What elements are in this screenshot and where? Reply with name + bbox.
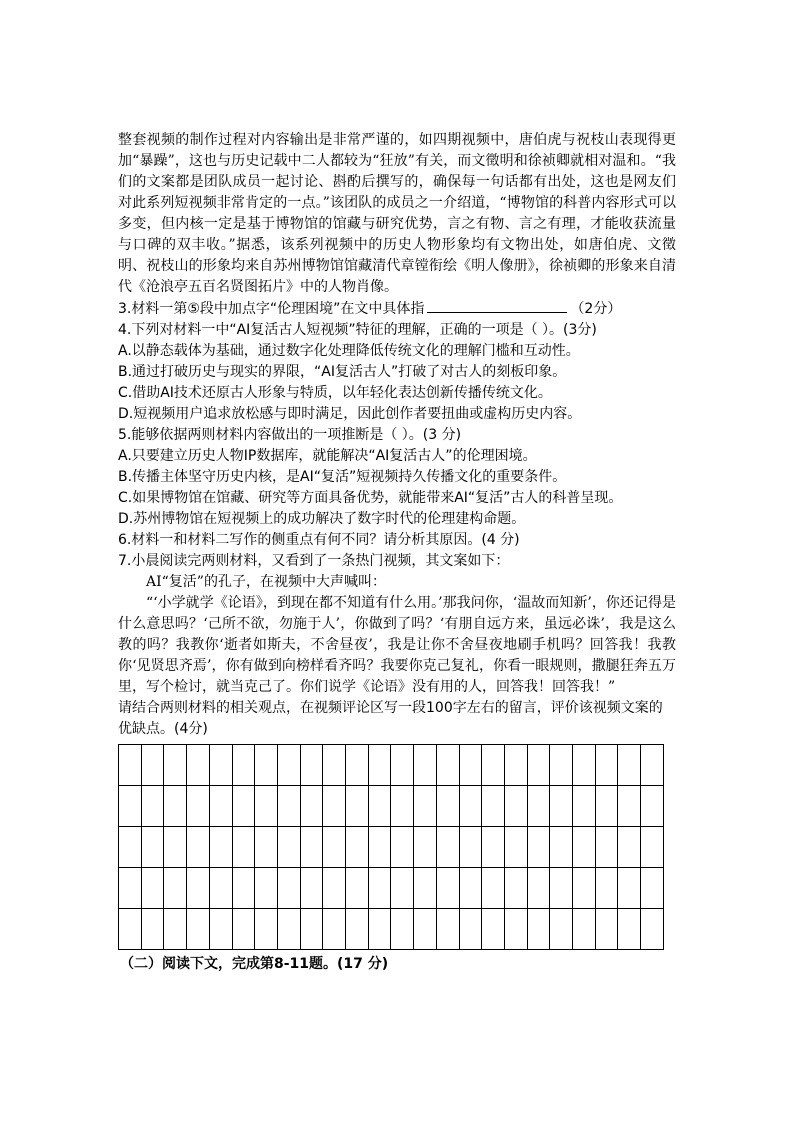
- grid-cell[interactable]: [573, 786, 596, 827]
- grid-cell[interactable]: [459, 827, 482, 868]
- grid-cell[interactable]: [459, 745, 482, 786]
- answer-blank[interactable]: [427, 298, 567, 313]
- grid-cell[interactable]: [187, 745, 210, 786]
- grid-cell[interactable]: [482, 868, 505, 909]
- grid-cell[interactable]: [368, 827, 391, 868]
- question-6-stem: 6.材料一和材料二写作的侧重点有何不同？请分析其原因。(4 分): [118, 532, 520, 548]
- grid-cell[interactable]: [391, 909, 414, 950]
- grid-cell[interactable]: [550, 827, 573, 868]
- grid-cell[interactable]: [414, 868, 437, 909]
- grid-cell[interactable]: [391, 827, 414, 868]
- grid-cell[interactable]: [323, 909, 346, 950]
- grid-cell[interactable]: [550, 786, 573, 827]
- grid-cell[interactable]: [527, 868, 550, 909]
- grid-cell[interactable]: [300, 909, 323, 950]
- grid-cell[interactable]: [209, 745, 232, 786]
- grid-cell[interactable]: [187, 909, 210, 950]
- grid-cell[interactable]: [573, 868, 596, 909]
- grid-cell[interactable]: [255, 909, 278, 950]
- question-7-task: 请结合两则材料的相关观点，在视频评论区写一段100字左右的留言，评价该视频文案的优缺点。(4分): [118, 700, 663, 737]
- grid-cell[interactable]: [641, 827, 664, 868]
- grid-cell[interactable]: [119, 868, 142, 909]
- grid-cell[interactable]: [255, 786, 278, 827]
- question-5-stem: 5.能够依据两则材料内容做出的一项推断是（ ）。(3 分): [118, 427, 462, 443]
- grid-cell[interactable]: [482, 786, 505, 827]
- grid-cell[interactable]: [300, 827, 323, 868]
- grid-cell[interactable]: [573, 745, 596, 786]
- grid-cell[interactable]: [187, 827, 210, 868]
- grid-cell[interactable]: [573, 909, 596, 950]
- grid-cell[interactable]: [141, 827, 164, 868]
- grid-cell[interactable]: [459, 868, 482, 909]
- grid-cell[interactable]: [436, 868, 459, 909]
- grid-cell[interactable]: [141, 786, 164, 827]
- question-4-option-d: D.短视频用户追求放松感与即时满足，因此创作者要扭曲或虚构历史内容。: [118, 406, 582, 422]
- grid-cell[interactable]: [277, 868, 300, 909]
- grid-cell[interactable]: [618, 868, 641, 909]
- grid-cell[interactable]: [414, 745, 437, 786]
- grid-cell[interactable]: [209, 827, 232, 868]
- grid-cell[interactable]: [187, 868, 210, 909]
- grid-cell[interactable]: [436, 786, 459, 827]
- grid-row: [119, 786, 664, 827]
- grid-cell[interactable]: [618, 827, 641, 868]
- grid-cell[interactable]: [164, 745, 187, 786]
- grid-cell[interactable]: [391, 745, 414, 786]
- grid-cell[interactable]: [141, 909, 164, 950]
- grid-cell[interactable]: [436, 909, 459, 950]
- grid-cell[interactable]: [346, 909, 369, 950]
- grid-cell[interactable]: [232, 786, 255, 827]
- grid-cell[interactable]: [346, 827, 369, 868]
- grid-cell[interactable]: [436, 745, 459, 786]
- grid-cell[interactable]: [209, 786, 232, 827]
- question-3-text: 3.材料一第⑤段中加点字“伦理困境”在文中具体指: [118, 301, 425, 317]
- grid-cell[interactable]: [164, 909, 187, 950]
- grid-cell[interactable]: [550, 909, 573, 950]
- grid-cell[interactable]: [255, 868, 278, 909]
- question-7-stem: 7.小晨阅读完两则材料，又看到了一条热门视频，其文案如下：: [118, 553, 510, 569]
- grid-row: [119, 827, 664, 868]
- section-heading: （二）阅读下文，完成第8-11题。(17 分): [120, 956, 389, 972]
- grid-cell[interactable]: [346, 745, 369, 786]
- grid-cell[interactable]: [368, 786, 391, 827]
- grid-cell[interactable]: [550, 745, 573, 786]
- grid-cell[interactable]: [300, 868, 323, 909]
- question-5-option-c: C.如果博物馆在馆藏、研究等方面具备优势，就能带来AI“复活”古人的科普呈现。: [118, 490, 623, 506]
- grid-cell[interactable]: [641, 745, 664, 786]
- grid-cell[interactable]: [527, 827, 550, 868]
- grid-cell[interactable]: [164, 827, 187, 868]
- grid-cell[interactable]: [141, 745, 164, 786]
- grid-cell[interactable]: [141, 868, 164, 909]
- grid-cell[interactable]: [641, 909, 664, 950]
- grid-cell[interactable]: [504, 909, 527, 950]
- grid-cell[interactable]: [618, 909, 641, 950]
- grid-cell[interactable]: [368, 745, 391, 786]
- grid-cell[interactable]: [618, 745, 641, 786]
- grid-cell[interactable]: [368, 868, 391, 909]
- question-5-option-d: D.苏州博物馆在短视频上的成功解决了数字时代的伦理建构命题。: [118, 511, 526, 527]
- grid-cell[interactable]: [391, 786, 414, 827]
- grid-cell[interactable]: [209, 868, 232, 909]
- grid-cell[interactable]: [323, 868, 346, 909]
- grid-cell[interactable]: [595, 868, 618, 909]
- grid-cell[interactable]: [504, 827, 527, 868]
- question-7-quote-lead: AI“复活”的孔子，在视频中大声喊叫：: [146, 574, 386, 590]
- grid-cell[interactable]: [504, 786, 527, 827]
- grid-row: [119, 909, 664, 950]
- grid-cell[interactable]: [323, 827, 346, 868]
- question-3-score: （2分）: [570, 301, 622, 317]
- grid-cell[interactable]: [482, 827, 505, 868]
- question-4-option-c: C.借助AI技术还原古人形象与特质，以年轻化表达创新传播传统文化。: [118, 385, 552, 401]
- grid-cell[interactable]: [459, 786, 482, 827]
- grid-cell[interactable]: [164, 786, 187, 827]
- question-5-option-b: B.传播主体坚守历史内核，是AI“复活”短视频持久传播文化的重要条件。: [118, 469, 567, 485]
- grid-cell[interactable]: [641, 786, 664, 827]
- grid-cell[interactable]: [527, 745, 550, 786]
- grid-cell[interactable]: [164, 868, 187, 909]
- grid-cell[interactable]: [119, 786, 142, 827]
- grid-cell[interactable]: [255, 827, 278, 868]
- grid-cell[interactable]: [641, 868, 664, 909]
- grid-cell[interactable]: [527, 909, 550, 950]
- grid-cell[interactable]: [323, 745, 346, 786]
- grid-cell[interactable]: [255, 745, 278, 786]
- grid-cell[interactable]: [187, 786, 210, 827]
- grid-cell[interactable]: [618, 786, 641, 827]
- grid-cell[interactable]: [550, 868, 573, 909]
- grid-cell[interactable]: [391, 868, 414, 909]
- question-5-option-a: A.只要建立历史人物IP数据库，就能解决“AI复活古人”的伦理困境。: [118, 448, 537, 464]
- grid-cell[interactable]: [436, 827, 459, 868]
- content-column: [118, 130, 676, 975]
- grid-row: [119, 745, 664, 786]
- question-4-option-a: A.以静态载体为基础，通过数字化处理降低传统文化的理解门槛和互动性。: [118, 343, 580, 359]
- grid-cell[interactable]: [119, 745, 142, 786]
- grid-cell[interactable]: [232, 909, 255, 950]
- grid-cell[interactable]: [459, 909, 482, 950]
- grid-cell[interactable]: [346, 786, 369, 827]
- grid-cell[interactable]: [414, 909, 437, 950]
- grid-cell[interactable]: [232, 745, 255, 786]
- question-4-stem: 4.下列对材料一中“AI复活古人短视频”特征的理解，正确的一项是（ ）。(3分): [118, 322, 597, 338]
- passage-paragraph: 整套视频的制作过程对内容输出是非常严谨的，如四期视频中，唐伯虎与祝枝山表现得更加“暴躁”，这也与历史记载中二人都较为“狂放”有关，而文徵明和徐祯卿就相对温和。“我们的文案都是团队成员一起讨论、斟酌后撰写的，确保每一句话都有出处，这也是网友们对此系列短视频非常肯定的一点。”该团队的成员之一介绍道，“博物馆的科普内容形式可以多变，但内核一定是基于博物馆的馆藏与研究优势，言之有物、言之有理，才能收获流量与口碑的双丰收。”据悉，该系列视频中的历史人物形象均有文物出处，如唐伯虎、文徵明、祝枝山的形象均来自苏州博物馆馆藏清代章镗衔绘《明人像册》，徐祯卿的形象来自清代《沧浪亭五百名贤图拓片》中的人物肖像。: [118, 132, 676, 295]
- grid-cell[interactable]: [414, 827, 437, 868]
- grid-cell[interactable]: [573, 827, 596, 868]
- grid-row: [119, 868, 664, 909]
- grid-cell[interactable]: [595, 745, 618, 786]
- grid-cell[interactable]: [119, 909, 142, 950]
- grid-cell[interactable]: [482, 745, 505, 786]
- grid-cell[interactable]: [595, 909, 618, 950]
- grid-cell[interactable]: [277, 745, 300, 786]
- grid-cell[interactable]: [368, 909, 391, 950]
- grid-cell[interactable]: [504, 745, 527, 786]
- grid-cell[interactable]: [232, 827, 255, 868]
- grid-cell[interactable]: [482, 909, 505, 950]
- grid-cell[interactable]: [119, 827, 142, 868]
- grid-cell[interactable]: [527, 786, 550, 827]
- grid-cell[interactable]: [277, 909, 300, 950]
- grid-cell[interactable]: [414, 786, 437, 827]
- grid-cell[interactable]: [323, 786, 346, 827]
- question-7-quote: “‘小学就学《论语》，到现在都不知道有什么用。’那我问你，‘温故而知新’，你还记得是什么意思吗？‘己所不欲，勿施于人’，你做到了吗？‘有朋自远方来，虽远必诛’，我是这么教的吗？我教你‘逝者如斯夫，不舍昼夜’，我是让你不舍昼夜地刷手机吗？回答我！我教你‘见贤思齐焉’，你有做到向榜样看齐吗？我要你克己复礼，你看一眼规则，撒腿狂奔五万里，写个检讨，就当克己了。你们说学《论语》没有用的人，回答我！回答我！”: [118, 595, 676, 695]
- grid-cell[interactable]: [300, 745, 323, 786]
- grid-cell[interactable]: [277, 827, 300, 868]
- grid-cell[interactable]: [209, 909, 232, 950]
- grid-cell[interactable]: [300, 786, 323, 827]
- question-4-option-b: B.通过打破历史与现实的界限，“AI复活古人”打破了对古人的刻板印象。: [118, 364, 567, 380]
- grid-cell[interactable]: [232, 868, 255, 909]
- grid-cell[interactable]: [595, 786, 618, 827]
- grid-cell[interactable]: [595, 827, 618, 868]
- answer-grid[interactable]: [118, 744, 664, 950]
- grid-cell[interactable]: [346, 868, 369, 909]
- grid-cell[interactable]: [277, 786, 300, 827]
- grid-cell[interactable]: [504, 868, 527, 909]
- question-3: [118, 298, 676, 320]
